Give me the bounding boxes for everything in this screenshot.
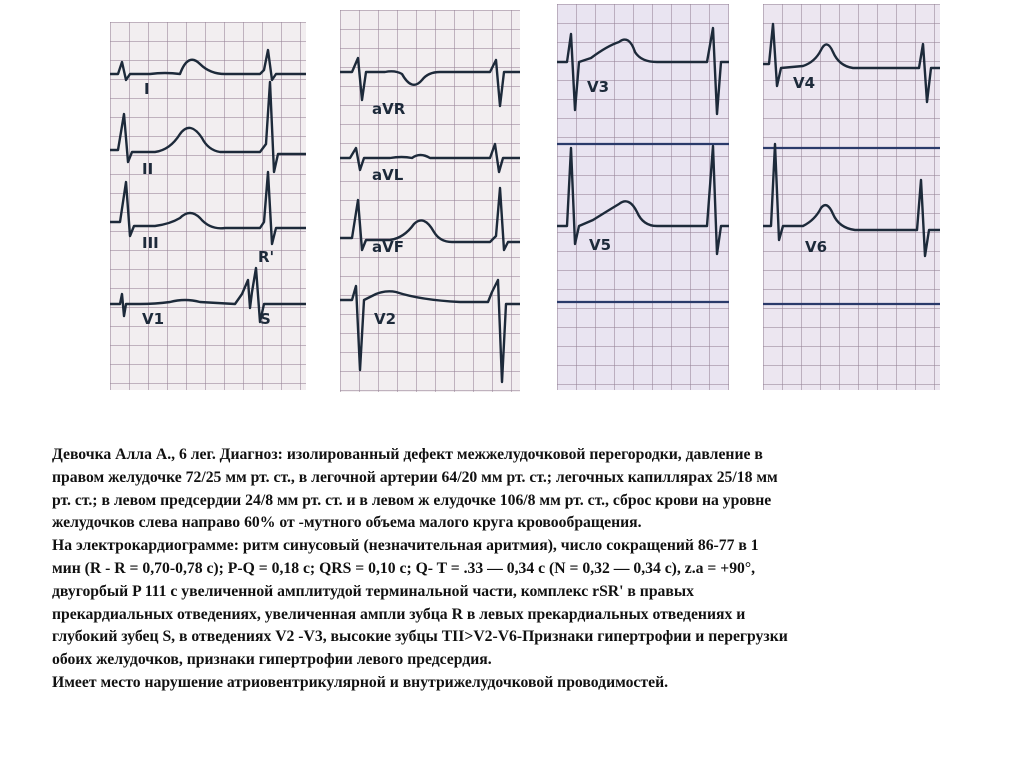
- caption-line: прекардиальных отведениях, увеличенная ампли зубца R в левых прекардиальных отведениях и: [52, 605, 746, 623]
- lead-label-avl: aVL: [372, 166, 404, 184]
- lead-label-v6: V6: [805, 238, 828, 256]
- ecg-strip-2-svg: [340, 10, 520, 392]
- trace-lead-v6: [763, 144, 940, 256]
- ecg-strip-v4-v6: [763, 4, 940, 390]
- clinical-caption: [52, 444, 992, 695]
- caption-line: желудочков слева направо 60% от -мутного объема малого круга кровообращения.: [52, 514, 642, 532]
- trace-lead-i: [110, 50, 306, 80]
- caption-line: рт. ст.; в левом предсердии 24/8 мм рт. ст. и в левом ж елудочке 106/8 мм рт. ст., сброс крови на уровне: [52, 491, 772, 509]
- caption-line: правом желудочке 72/25 мм рт. ст., в легочной артерии 64/20 мм рт. ст.; легочных капиллярах 25/18 мм: [52, 468, 778, 486]
- trace-lead-v4: [763, 24, 940, 102]
- caption-line: глубокий зубец S, в отведениях V2 -V3, высокие зубцы TII>V2-V6-Признаки гипертрофии и перегрузки: [52, 628, 788, 646]
- ecg-strip-limb-leads: [110, 22, 306, 390]
- caption-line: Имеет место нарушение атриовентрикулярной и внутрижелудочковой проводимостей.: [52, 673, 669, 691]
- caption-line: обоих желудочков, признаки гипертрофии левого предсердия.: [52, 651, 492, 669]
- lead-label-ii: II: [142, 160, 154, 178]
- trace-lead-v2: [340, 280, 520, 382]
- lead-label-v4: V4: [793, 74, 816, 92]
- lead-label-r-prime: R': [258, 248, 275, 266]
- trace-lead-iii: [110, 172, 306, 244]
- ecg-strip-3-svg: [557, 4, 729, 390]
- lead-label-s: S: [260, 310, 271, 328]
- ecg-strip-4-svg: [763, 4, 940, 390]
- ecg-strip-v3-v5: [557, 4, 729, 390]
- trace-lead-v3: [557, 28, 729, 114]
- trace-lead-avf: [340, 188, 520, 250]
- trace-lead-avr: [340, 58, 520, 106]
- lead-label-v5: V5: [589, 236, 612, 254]
- ecg-strip-augmented-leads: [340, 10, 520, 392]
- lead-label-v1: V1: [142, 310, 165, 328]
- lead-label-v3: V3: [587, 78, 610, 96]
- trace-lead-v5: [557, 146, 729, 254]
- lead-label-avf: aVF: [372, 238, 404, 256]
- caption-line: двугорбый P 111 с увеличенной амплитудой терминальной части, комплекс rSR' в правых: [52, 582, 694, 600]
- lead-label-i: I: [144, 80, 150, 98]
- lead-label-v2: V2: [374, 310, 397, 328]
- caption-line: На электрокардиограмме: ритм синусовый (незначительная аритмия), число сокращений 86-77 в 1: [52, 537, 759, 555]
- trace-lead-avl: [340, 144, 520, 172]
- trace-lead-ii: [110, 82, 306, 172]
- caption-line: Девочка Алла А., 6 лег. Диагноз: изолированный дефект межжелудочковой перегородки, давление в: [52, 446, 763, 463]
- lead-label-avr: aVR: [372, 100, 406, 118]
- trace-lead-v1: [110, 268, 306, 322]
- lead-label-iii: III: [142, 234, 159, 252]
- caption-line: мин (R - R = 0,70-0,78 с); P-Q = 0,18 с; QRS = 0,10 с; Q- T = .33 — 0,34 с (N = 0,32 — 0,34 с), z.a = +90°,: [52, 559, 756, 577]
- ecg-strip-1-svg: [110, 22, 306, 390]
